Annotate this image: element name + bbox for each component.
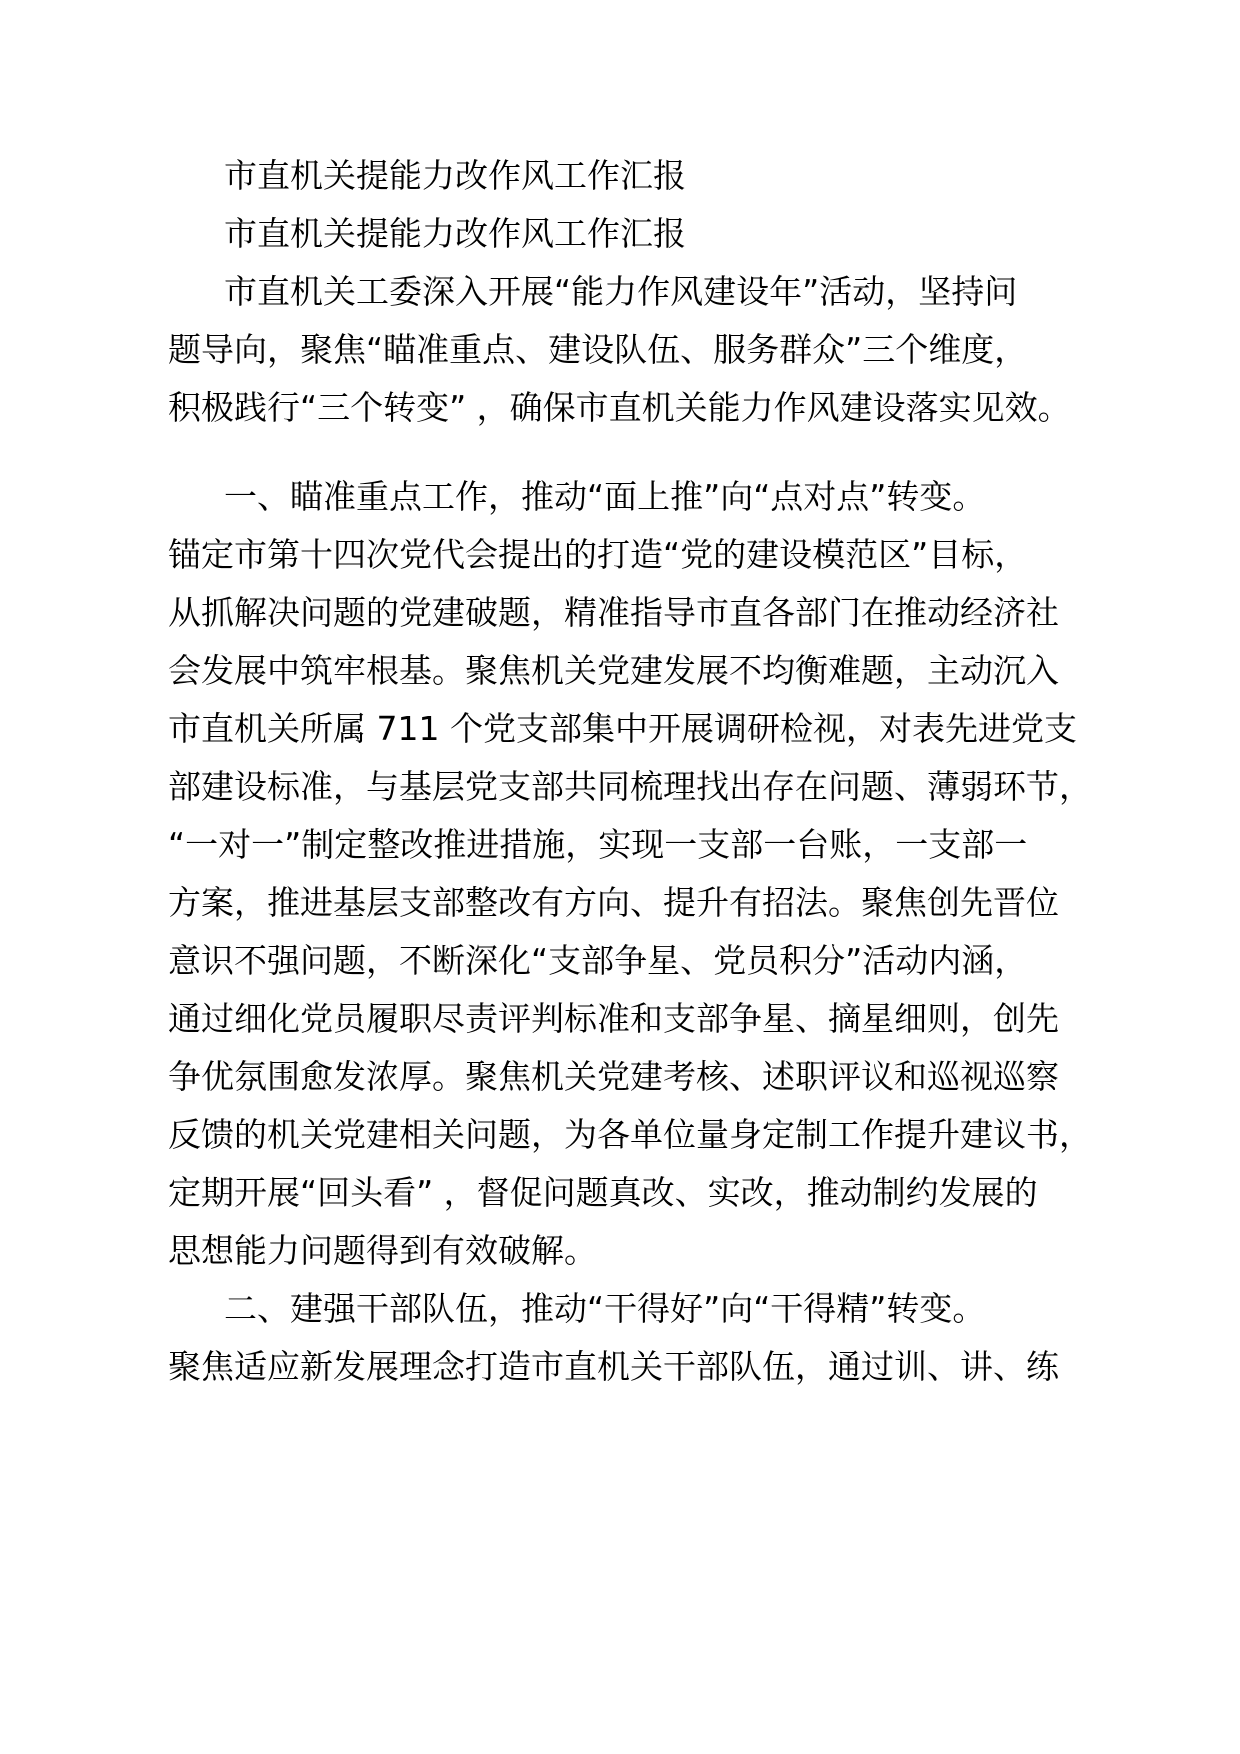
section1-line: 锚定市第十四次党代会提出的打造“党的建设模范区”目标， bbox=[168, 535, 1028, 574]
section1-line: 反馈的机关党建相关问题，为各单位量身定制工作提升建议书， bbox=[168, 1115, 1092, 1154]
section1-line: 市直机关所属 711 个党支部集中开展调研检视，对表先进党支 bbox=[168, 709, 1077, 748]
document-title: 市直机关提能力改作风工作汇报 bbox=[224, 156, 686, 195]
intro-line: 积极践行“三个转变” ，确保市直机关能力作风建设落实见效。 bbox=[168, 388, 1071, 427]
intro-line: 题导向，聚焦“瞄准重点、建设队伍、服务群众”三个维度， bbox=[168, 330, 1028, 369]
section-heading-2: 二、建强干部队伍，推动“干得好”向“干得精”转变。 bbox=[224, 1289, 986, 1328]
section2-line: 聚焦适应新发展理念打造市直机关干部队伍，通过训、讲、练 bbox=[168, 1347, 1059, 1386]
section1-line: 部建设标准，与基层党支部共同梳理找出存在问题、薄弱环节， bbox=[168, 767, 1092, 806]
section1-line: 会发展中筑牢根基。聚焦机关党建发展不均衡难题，主动沉入 bbox=[168, 651, 1059, 690]
section1-line: “一对一”制定整改推进措施，实现一支部一台账，一支部一 bbox=[168, 825, 1028, 864]
section1-line: 思想能力问题得到有效破解。 bbox=[168, 1231, 597, 1270]
section1-line: 争优氛围愈发浓厚。聚焦机关党建考核、述职评议和巡视巡察 bbox=[168, 1057, 1059, 1096]
section-heading-1: 一、瞄准重点工作，推动“面上推”向“点对点”转变。 bbox=[224, 477, 986, 516]
section1-line: 定期开展“回头看” ，督促问题真改、实改，推动制约发展的 bbox=[168, 1173, 1038, 1212]
document-title-repeat: 市直机关提能力改作风工作汇报 bbox=[224, 214, 686, 253]
section1-line: 方案，推进基层支部整改有方向、提升有招法。聚焦创先晋位 bbox=[168, 883, 1059, 922]
section1-line: 通过细化党员履职尽责评判标准和支部争星、摘星细则，创先 bbox=[168, 999, 1059, 1038]
section1-line: 从抓解决问题的党建破题，精准指导市直各部门在推动经济社 bbox=[168, 593, 1059, 632]
section1-line: 意识不强问题，不断深化“支部争星、党员积分”活动内涵， bbox=[168, 941, 1028, 980]
intro-line: 市直机关工委深入开展“能力作风建设年”活动，坚持问 bbox=[224, 272, 1018, 311]
